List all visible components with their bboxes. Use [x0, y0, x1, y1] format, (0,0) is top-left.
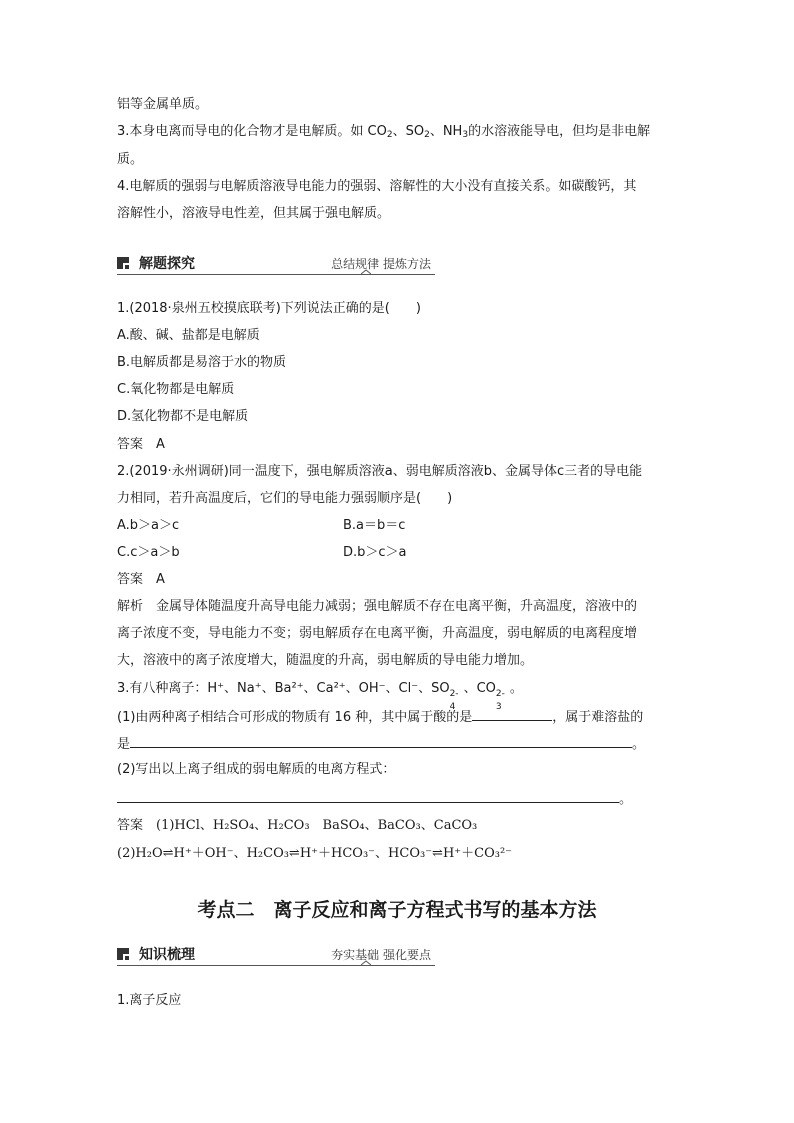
- q3-part1-line-1: [117, 707, 643, 727]
- q3-part2-answer-line: [117, 789, 632, 809]
- note-3-c: 、NH: [429, 124, 463, 139]
- q3-part1-text-a: (1)由两种离子相结合可形成的物质有 16 种，其中属于酸的是: [117, 710, 473, 725]
- topic-heading: 考点二 离子反应和离子方程式书写的基本方法: [197, 899, 597, 921]
- section-notch-icon: [361, 960, 371, 966]
- q2-option-d: D.b＞c＞a: [343, 545, 407, 560]
- q3-answer-1: 答案 (1)HCl、H₂SO₄、H₂CO₃ BaSO₄、BaCO₃、CaCO₃: [117, 818, 478, 833]
- note-line-1: 铝等金属单质。: [117, 97, 209, 112]
- section-underline: [117, 274, 435, 275]
- q2-analysis-line-3: 大，溶液中的离子浓度增大，随温度的升高，弱电解质的导电能力增加。: [117, 653, 534, 668]
- note-3-d: 的水溶液能导电，但均是非电解: [468, 124, 651, 139]
- q3-part2-end: 。: [619, 792, 633, 807]
- note-4-line-1: 4.电解质的强弱与电解质溶液导电能力的强弱、溶解性的大小没有直接关系。如碳酸钙，其: [117, 179, 637, 194]
- note-3-sub-3: 3: [462, 130, 469, 140]
- note-3-sub-1: 2: [386, 130, 393, 140]
- so4-sub: 4: [449, 702, 456, 712]
- section-header-problem-solving: [117, 255, 435, 275]
- acid-answer-blank[interactable]: [472, 707, 552, 721]
- note-3-sub-2: 2: [424, 130, 430, 140]
- section-title: 知识梳理: [139, 947, 195, 963]
- q1-answer: 答案 A: [117, 437, 165, 452]
- q2-analysis-line-1: 解析 金属导体随温度升高导电能力减弱；强电解质不存在电离平衡，升高温度，溶液中的: [117, 599, 638, 614]
- q3-stem-end: 。: [509, 681, 523, 696]
- note-3: [117, 123, 650, 144]
- section-underline: [117, 965, 435, 966]
- q3-part1-text-d: 。: [632, 737, 646, 752]
- section-square-dot: [125, 265, 129, 269]
- q2-stem-line-1: 2.(2019·永州调研)同一温度下，强电解质溶液a、弱电解质溶液b、金属导体c三者的导电能: [117, 464, 643, 479]
- q1-stem: 1.(2018·泉州五校摸底联考)下列说法正确的是( ): [117, 301, 421, 316]
- note-3-b: 、SO: [392, 124, 425, 139]
- section-header-knowledge: [117, 946, 435, 966]
- q3-answer-2: (2)H₂O⇌H⁺＋OH⁻、H₂CO₃⇌H⁺＋HCO₃⁻、HCO₃⁻⇌H⁺＋CO₃²⁻: [117, 846, 513, 861]
- q1-option-b: B.电解质都是易溶于水的物质: [117, 355, 287, 370]
- subsection-ion-reaction: 1.离子反应: [117, 993, 182, 1008]
- q2-option-b: B.a＝b＝c: [343, 518, 406, 533]
- section-subtitle: 夯实基础 强化要点: [331, 948, 431, 962]
- q3-part1-text-b: ，属于难溶盐的: [552, 710, 644, 725]
- q3-part1-text-c: 是: [117, 737, 131, 752]
- q2-answer: 答案 A: [117, 572, 165, 587]
- q2-option-c: C.c＞a＞b: [117, 545, 180, 560]
- ionization-answer-blank[interactable]: [117, 789, 619, 803]
- note-4-line-2: 溶解性小，溶液导电性差，但其属于强电解质。: [117, 206, 391, 221]
- q1-option-a: A.酸、碱、盐都是电解质: [117, 328, 260, 343]
- q3-part1-line-2: [117, 734, 645, 754]
- co3-sub: 3: [495, 702, 502, 712]
- note-3-cont: 质。: [117, 152, 144, 167]
- q3-part2: (2)写出以上离子组成的弱电解质的电离方程式：: [117, 762, 396, 777]
- q2-option-a: A.b＞a＞c: [117, 518, 180, 533]
- section-subtitle: 总结规律 提炼方法: [331, 257, 431, 271]
- q1-option-d: D.氢化物都不是电解质: [117, 409, 249, 424]
- section-square-dot: [125, 956, 129, 960]
- q2-stem-line-2: 力相同，若升高温度后，它们的导电能力强弱顺序是( ): [117, 491, 453, 506]
- section-notch-icon: [361, 269, 371, 275]
- q3-stem-text: 3.有八种离子：H⁺、Na⁺、Ba²⁺、Ca²⁺、OH⁻、Cl⁻、SO: [117, 681, 450, 696]
- q3-stem: [117, 680, 523, 712]
- section-title: 解题探究: [139, 256, 195, 272]
- q1-option-c: C.氧化物都是电解质: [117, 382, 235, 397]
- co3-sup: 2-: [495, 689, 505, 699]
- note-3-a: 3.本身电离而导电的化合物才是电解质。如 CO: [117, 124, 387, 139]
- so4-sup: 2-: [449, 689, 459, 699]
- q2-analysis-line-2: 离子浓度不变，导电能力不变；弱电解质存在电离平衡，升高温度，弱电解质的电离程度增: [117, 626, 638, 641]
- q3-sep: 、CO: [463, 681, 496, 696]
- salt-answer-blank[interactable]: [130, 734, 632, 748]
